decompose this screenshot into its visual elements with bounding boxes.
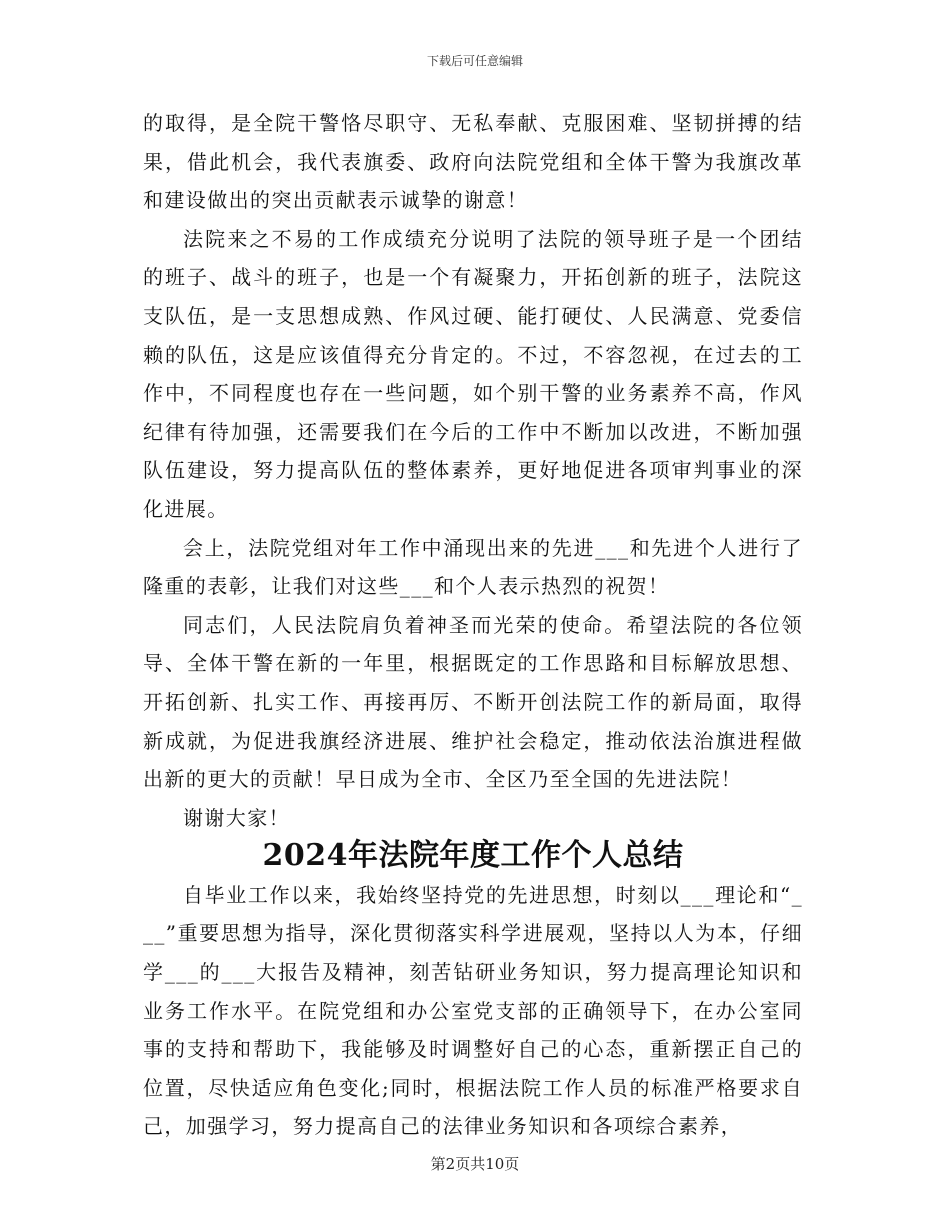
section-paragraph-1: 自毕业工作以来，我始终坚持党的先进思想，时刻以___理论和“___”重要思想为指导，深化贯彻落实科学进展观，坚持以人为本，仔细学___的___大报告及精神，刻苦钻研业务知识，努力提高理论知识和业务工作水平。在院党组和办公室党支部的正确领导下，在办公室同事的支持和帮助下，我能够及时调整好自己的心态，重新摆正自己的位置，尽快适应角色变化;同时，根据法院工作人员的标准严格要求自己，加强学习，努力提高自己的法律业务知识和各项综合素养，	[143, 882, 803, 1139]
paragraph-4: 同志们，人民法院肩负着神圣而光荣的使命。希望法院的各位领导、全体干警在新的一年里，根据既定的工作思路和目标解放思想、开拓创新、扎实工作、再接再厉、不断开创法院工作的新局面，取得新成就，为促进我旗经济进展、维护社会稳定，推动依法治旗进程做出新的更大的贡献！早日成为全市、全区乃至全国的先进法院！	[143, 612, 803, 792]
page-header-note: 下载后可任意编辑	[426, 54, 523, 68]
document-body	[143, 104, 803, 1146]
paragraph-5: 谢谢大家！	[183, 805, 290, 830]
page-number: 第2页共10页	[430, 1155, 520, 1173]
paragraph-1: 的取得，是全院干警恪尽职守、无私奉献、克服困难、坚韧拼搏的结果，借此机会，我代表旗委、政府向法院党组和全体干警为我旗改革和建设做出的突出贡献表示诚挚的谢意！	[143, 111, 803, 213]
section-title: 2024年法院年度工作个人总结	[262, 838, 684, 874]
paragraph-2: 法院来之不易的工作成绩充分说明了法院的领导班子是一个团结的班子、战斗的班子，也是一个有凝聚力，开拓创新的班子，法院这支队伍，是一支思想成熟、作风过硬、能打硬仗、人民满意、党委信赖的队伍，这是应该值得充分肯定的。不过，不容忽视，在过去的工作中，不同程度也存在一些问题，如个别干警的业务素养不高，作风纪律有待加强，还需要我们在今后的工作中不断加以改进，不断加强队伍建设，努力提高队伍的整体素养，更好地促进各项审判事业的深化进展。	[143, 226, 803, 521]
paragraph-3: 会上，法院党组对年工作中涌现出来的先进___和先进个人进行了隆重的表彰，让我们对这些___和个人表示热烈的祝贺！	[143, 535, 803, 599]
